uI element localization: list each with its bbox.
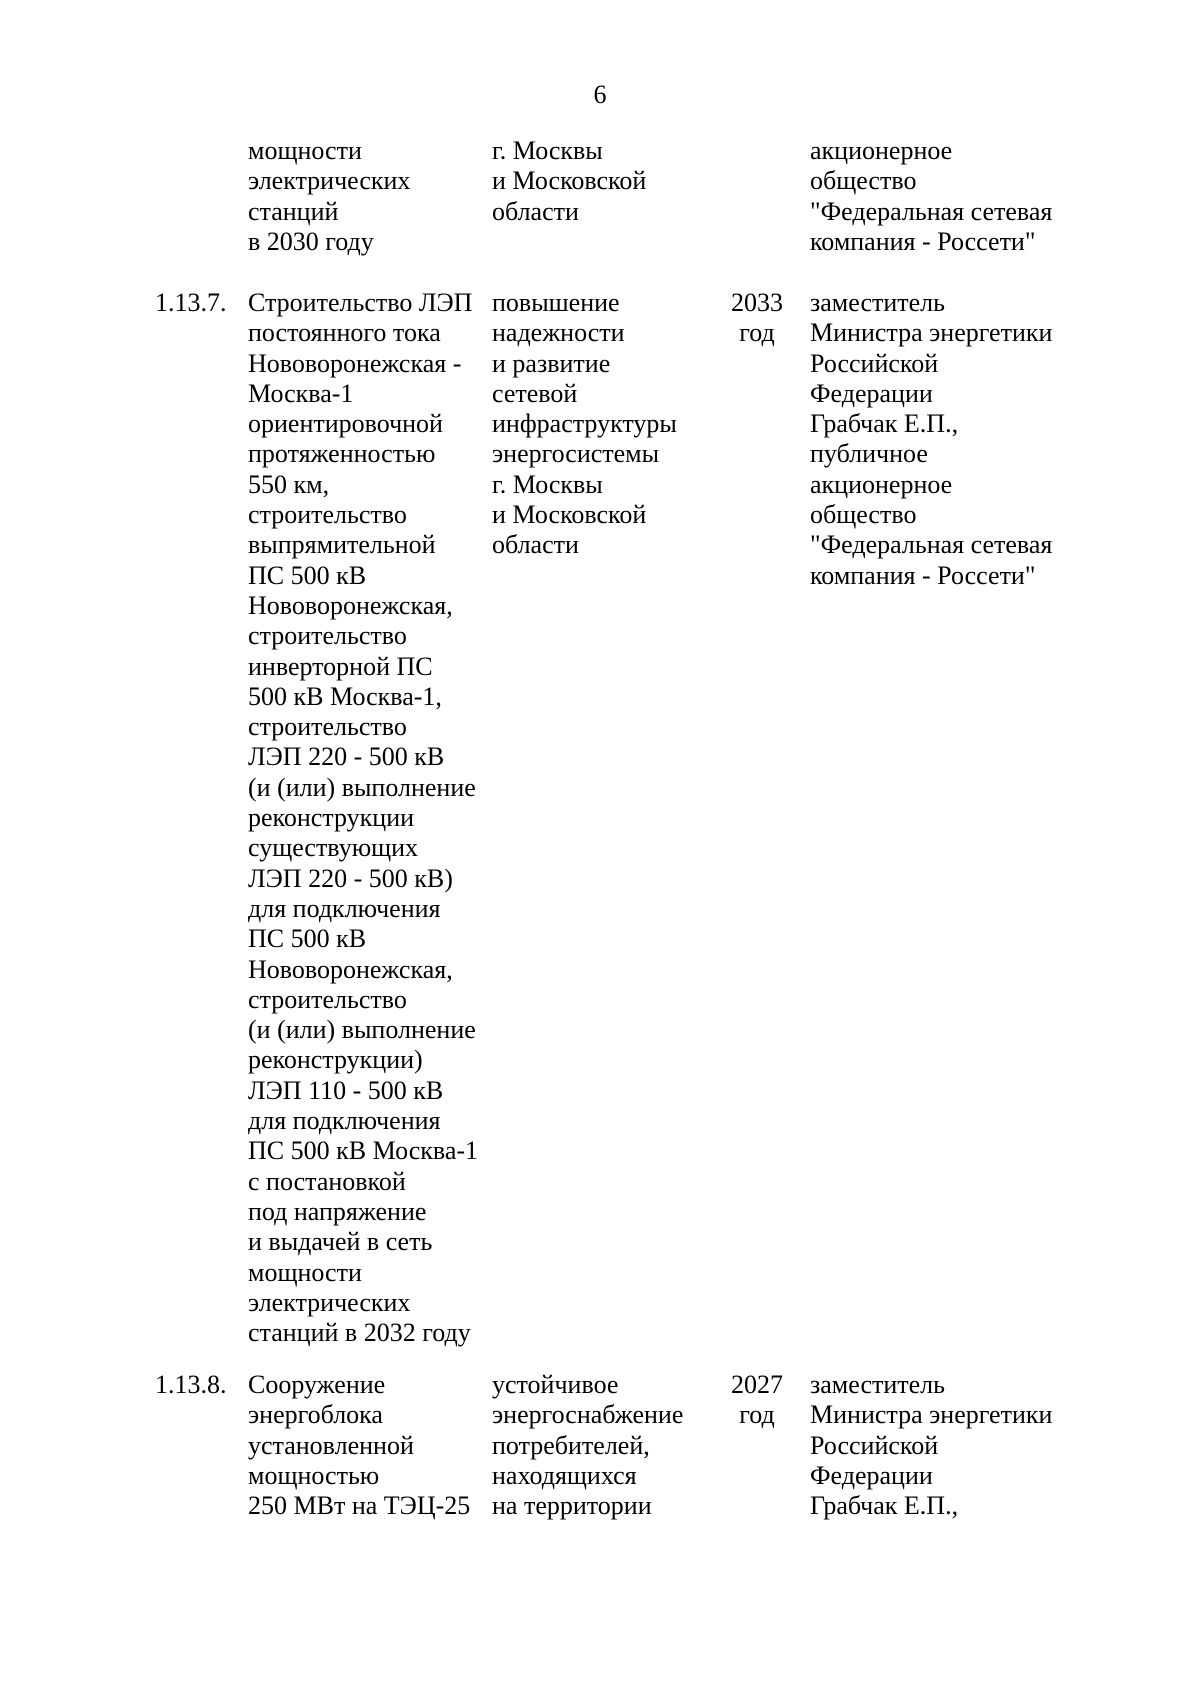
text-line: потребителей, — [492, 1430, 650, 1460]
text-line: (и (или) выполнение — [248, 1015, 476, 1045]
text-line: сетевой — [492, 378, 578, 408]
text-line: компания - Россети" — [810, 226, 1036, 256]
text-line: строительство — [248, 712, 407, 742]
text-line: Нововоронежская, — [248, 954, 453, 984]
text-line: в 2030 году — [248, 226, 374, 256]
text-line: мощности — [248, 1257, 362, 1287]
text-line: "Федеральная сетевая — [810, 196, 1053, 226]
text-line: 550 км, — [248, 469, 330, 499]
text-line: общество — [810, 500, 917, 530]
text-line: инверторной ПС — [248, 651, 433, 681]
text-line: год — [739, 1400, 775, 1430]
text-line: постоянного тока — [248, 318, 441, 348]
text-line: 2027 — [731, 1370, 783, 1399]
text-line: повышение — [492, 288, 620, 317]
text-line: электрических — [248, 1287, 411, 1317]
text-line: Федерации — [810, 378, 933, 408]
text-line: ЛЭП 110 - 500 кВ — [248, 1075, 444, 1105]
text-line: реконструкции — [248, 803, 415, 833]
text-line: энергосистемы — [492, 439, 660, 469]
text-line: и развитие — [492, 348, 611, 378]
text-line: энергоснабжение — [492, 1400, 684, 1430]
goal-cell — [492, 288, 722, 561]
responsible-cell — [810, 1370, 1180, 1521]
text-line: реконструкции) — [248, 1045, 423, 1075]
text-line: 2033 — [731, 288, 783, 317]
text-line: г. Москвы — [492, 136, 603, 165]
deadline-cell — [727, 1370, 787, 1431]
item-number: 1.13.8. — [155, 1370, 227, 1399]
text-line: инфраструктуры — [492, 409, 677, 439]
text-line: Сооружение — [248, 1370, 386, 1399]
text-line: энергоблока — [248, 1400, 383, 1430]
text-line: Федерации — [810, 1460, 933, 1490]
text-line: Москва-1 — [248, 378, 354, 408]
text-line: на территории — [492, 1491, 652, 1521]
text-line: Грабчак Е.П., — [810, 409, 959, 439]
text-line: Нововоронежская - — [248, 348, 462, 378]
text-line: станций в 2032 году — [248, 1318, 471, 1348]
text-line: Российской — [810, 348, 939, 378]
measure-name-cell — [248, 136, 484, 257]
text-line: и Московской — [492, 166, 647, 196]
item-number: 1.13.7. — [155, 288, 227, 317]
text-line: строительство — [248, 621, 407, 651]
text-line: Грабчак Е.П., — [810, 1491, 959, 1521]
text-line: Министра энергетики — [810, 1400, 1053, 1430]
text-line: компания - Россети" — [810, 560, 1036, 590]
deadline-cell — [727, 288, 787, 349]
text-line: надежности — [492, 318, 625, 348]
text-line: строительство — [248, 500, 407, 530]
text-line: и Московской — [492, 500, 647, 530]
text-line: Российской — [810, 1430, 939, 1460]
text-line: электрических — [248, 166, 411, 196]
text-line: заместитель — [810, 288, 946, 317]
text-line: ЛЭП 220 - 500 кВ) — [248, 863, 453, 893]
text-line: с постановкой — [248, 1166, 406, 1196]
text-line: установленной — [248, 1430, 414, 1460]
responsible-cell — [810, 288, 1180, 591]
text-line: для подключения — [248, 1106, 441, 1136]
text-line: (и (или) выполнение — [248, 772, 476, 802]
text-line: Нововоронежская, — [248, 590, 453, 620]
text-line: станций — [248, 196, 339, 226]
measure-name-cell — [248, 1370, 484, 1521]
text-line: ПС 500 кВ — [248, 924, 367, 954]
text-line: строительство — [248, 984, 407, 1014]
text-line: протяженностью — [248, 439, 436, 469]
text-line: "Федеральная сетевая — [810, 530, 1053, 560]
text-line: области — [492, 530, 579, 560]
text-line: акционерное — [810, 469, 953, 499]
text-line: для подключения — [248, 893, 441, 923]
goal-cell — [492, 1370, 722, 1521]
text-line: заместитель — [810, 1370, 946, 1399]
text-line: ориентировочной — [248, 409, 443, 439]
text-line: ПС 500 кВ Москва-1 — [248, 1136, 479, 1166]
text-line: год — [739, 318, 775, 348]
page-number: 6 — [593, 80, 607, 109]
text-line: ПС 500 кВ — [248, 560, 367, 590]
text-line: выпрямительной — [248, 530, 436, 560]
text-line: под напряжение — [248, 1196, 427, 1226]
text-line: Строительство ЛЭП — [248, 288, 473, 317]
text-line: находящихся — [492, 1460, 637, 1490]
text-line: 500 кВ Москва-1, — [248, 681, 442, 711]
text-line: акционерное — [810, 136, 953, 165]
text-line: общество — [810, 166, 917, 196]
goal-cell — [492, 136, 722, 227]
text-line: Министра энергетики — [810, 318, 1053, 348]
text-line: ЛЭП 220 - 500 кВ — [248, 742, 445, 772]
measure-name-cell — [248, 288, 484, 1348]
text-line: области — [492, 196, 579, 226]
text-line: мощности — [248, 136, 362, 165]
text-line: г. Москвы — [492, 469, 603, 499]
text-line: публичное — [810, 439, 928, 469]
text-line: мощностью — [248, 1460, 380, 1490]
text-line: существующих — [248, 833, 419, 863]
responsible-cell — [810, 136, 1180, 257]
text-line: устойчивое — [492, 1370, 619, 1399]
text-line: и выдачей в сеть — [248, 1227, 433, 1257]
text-line: 250 МВт на ТЭЦ-25 — [248, 1491, 471, 1521]
